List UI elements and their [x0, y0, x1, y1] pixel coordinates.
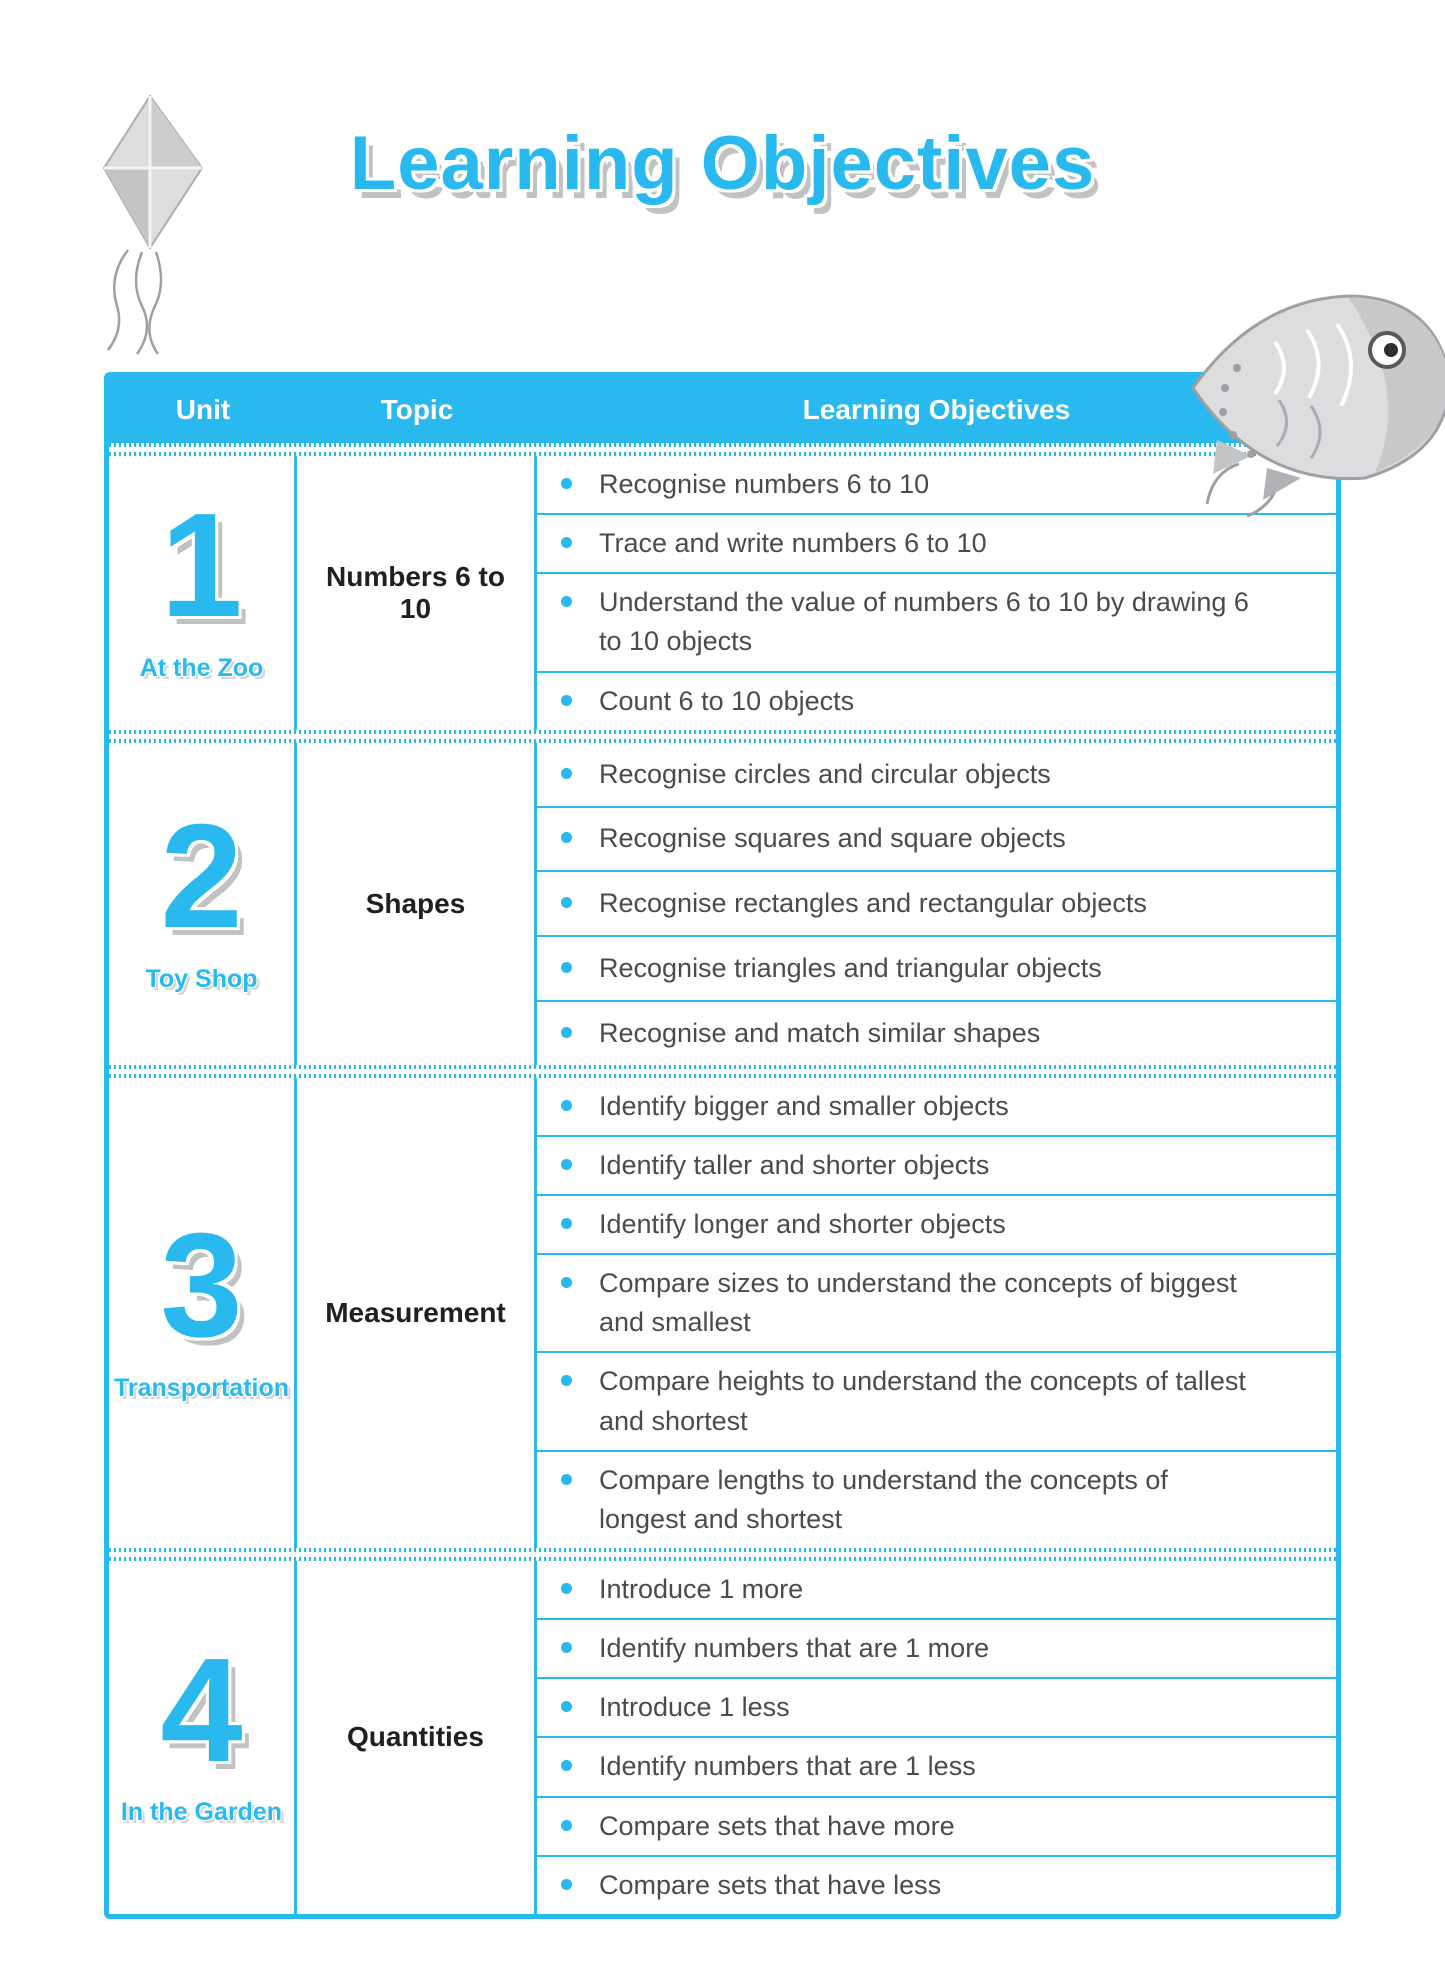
- objective-text: Understand the value of numbers 6 to 10 by drawing 6 to 10 objects: [599, 587, 1249, 657]
- unit-cell: [109, 1078, 297, 1548]
- bullet-icon: [561, 1642, 572, 1653]
- fish-kite-icon: [1179, 272, 1445, 517]
- stitched-separator: [109, 1548, 1336, 1561]
- bullet-icon: [561, 1760, 572, 1771]
- topic-cell: [297, 456, 537, 730]
- objective-item: [561, 1461, 1249, 1539]
- bullet-icon: [561, 1027, 572, 1038]
- topic-text: Numbers 6 to 10: [326, 560, 505, 624]
- objective-row: [537, 1796, 1336, 1855]
- objective-item: [561, 583, 1249, 661]
- objective-item: [561, 1570, 803, 1609]
- learning-objectives-table: [104, 372, 1341, 1919]
- bullet-icon: [561, 1583, 572, 1594]
- bullet-icon: [561, 596, 572, 607]
- objective-text: Identify bigger and smaller objects: [599, 1090, 1009, 1121]
- objective-row: [537, 806, 1336, 871]
- objective-row: [537, 1000, 1336, 1065]
- objective-row: [537, 1351, 1336, 1449]
- objective-text: Trace and write numbers 6 to 10: [599, 528, 987, 559]
- objective-item: [561, 949, 1102, 988]
- objective-item: [561, 524, 987, 563]
- topic-cell: [297, 1561, 537, 1914]
- objective-text: Recognise rectangles and rectangular objects: [599, 888, 1147, 919]
- objective-text: Identify numbers that are 1 less: [599, 1751, 976, 1782]
- objective-row: [537, 1618, 1336, 1677]
- bullet-icon: [561, 1701, 572, 1712]
- bullet-icon: [561, 768, 572, 779]
- unit-cell: [109, 1561, 297, 1914]
- unit-number: 2: [160, 794, 243, 960]
- objective-text: Identify taller and shorter objects: [599, 1149, 990, 1180]
- objective-row: [537, 513, 1336, 572]
- objective-row: [537, 1677, 1336, 1736]
- objective-item: [561, 819, 1066, 858]
- bullet-icon: [561, 1218, 572, 1229]
- objective-item: [561, 884, 1147, 923]
- bullet-icon: [561, 1100, 572, 1111]
- table-row: [109, 743, 1336, 1065]
- topic-text: Measurement: [325, 1296, 506, 1328]
- objective-text: Identify numbers that are 1 more: [599, 1633, 990, 1664]
- objective-row: [537, 1561, 1336, 1618]
- objective-item: [561, 1629, 989, 1668]
- objective-row: [537, 1135, 1336, 1194]
- unit-number: 4: [160, 1627, 243, 1793]
- objective-item: [561, 1087, 1009, 1126]
- topic-text: Quantities: [347, 1721, 484, 1753]
- objective-text: Recognise and match similar shapes: [599, 1017, 1041, 1048]
- objectives-cell: [537, 743, 1336, 1065]
- table-row: [109, 1561, 1336, 1914]
- bullet-icon: [561, 1820, 572, 1831]
- objective-item: [561, 1807, 955, 1846]
- table-row: [109, 456, 1336, 730]
- objective-text: Compare sizes to understand the concepts of biggest and smallest: [599, 1268, 1237, 1338]
- unit-cell: [109, 456, 297, 730]
- objective-row: [537, 572, 1336, 670]
- objective-text: Introduce 1 more: [599, 1573, 804, 1604]
- unit-name: Transportation: [114, 1373, 290, 1402]
- objective-row: [537, 1450, 1336, 1548]
- objective-row: [537, 743, 1336, 806]
- bullet-icon: [561, 897, 572, 908]
- objective-item: [561, 1264, 1249, 1342]
- unit-name: At the Zoo: [139, 653, 264, 682]
- objective-row: [537, 1194, 1336, 1253]
- objective-text: Recognise numbers 6 to 10: [599, 469, 930, 499]
- column-header-learning-objectives: Learning Objectives: [802, 394, 1071, 425]
- unit-name: In the Garden: [120, 1798, 283, 1827]
- column-header-unit: Unit: [175, 394, 231, 425]
- objective-text: Introduce 1 less: [599, 1692, 790, 1723]
- objective-item: [561, 1014, 1040, 1053]
- unit-number: 1: [160, 483, 243, 649]
- bullet-icon: [561, 1879, 572, 1890]
- topic-cell: [297, 1078, 537, 1548]
- objective-row: [537, 1078, 1336, 1135]
- objective-text: Recognise circles and circular objects: [599, 758, 1051, 789]
- objectives-cell: [537, 1561, 1336, 1914]
- unit-name: Toy Shop: [145, 964, 258, 993]
- objective-item: [561, 1747, 976, 1786]
- bullet-icon: [561, 962, 572, 973]
- objective-row: [537, 1736, 1336, 1795]
- objective-item: [561, 1866, 941, 1905]
- bullet-icon: [561, 1277, 572, 1288]
- objective-item: [561, 682, 854, 721]
- objective-item: [561, 1688, 790, 1727]
- unit-cell: [109, 743, 297, 1065]
- objectives-cell: [537, 1078, 1336, 1548]
- objective-row: [537, 1253, 1336, 1351]
- topic-cell: [297, 743, 537, 1065]
- topic-text: Shapes: [365, 887, 466, 919]
- bullet-icon: [561, 1474, 572, 1485]
- table-header-row: [109, 377, 1336, 443]
- objective-text: Compare sets that have more: [599, 1810, 955, 1841]
- objective-row: [537, 870, 1336, 935]
- stitched-separator: [109, 730, 1336, 743]
- bullet-icon: [561, 832, 572, 843]
- bullet-icon: [561, 478, 572, 489]
- objective-text: Compare lengths to understand the concepts of longest and shortest: [599, 1464, 1168, 1534]
- objective-item: [561, 755, 1051, 794]
- objective-text: Identify longer and shorter objects: [599, 1208, 1006, 1239]
- objective-row: [537, 671, 1336, 730]
- bullet-icon: [561, 695, 572, 706]
- objective-item: [561, 1205, 1006, 1244]
- objective-text: Recognise squares and square objects: [599, 823, 1066, 854]
- bullet-icon: [561, 537, 572, 548]
- objective-item: [561, 1146, 989, 1185]
- objective-item: [561, 1362, 1249, 1440]
- objective-text: Recognise triangles and triangular objects: [599, 952, 1102, 983]
- table-body: [109, 456, 1336, 1914]
- stitched-separator: [109, 1065, 1336, 1078]
- stitched-separator: [109, 443, 1336, 456]
- page-title: Learning Objectives: [349, 121, 1096, 206]
- objective-item: [561, 465, 929, 504]
- unit-number: 3: [160, 1203, 243, 1369]
- column-header-topic: Topic: [380, 394, 454, 425]
- table-row: [109, 1078, 1336, 1548]
- bullet-icon: [561, 1375, 572, 1386]
- objective-row: [537, 1855, 1336, 1914]
- objective-text: Compare heights to understand the concepts of tallest and shortest: [599, 1366, 1246, 1436]
- objective-row: [537, 935, 1336, 1000]
- bullet-icon: [561, 1159, 572, 1170]
- objective-text: Compare sets that have less: [599, 1869, 942, 1900]
- objective-text: Count 6 to 10 objects: [599, 685, 855, 716]
